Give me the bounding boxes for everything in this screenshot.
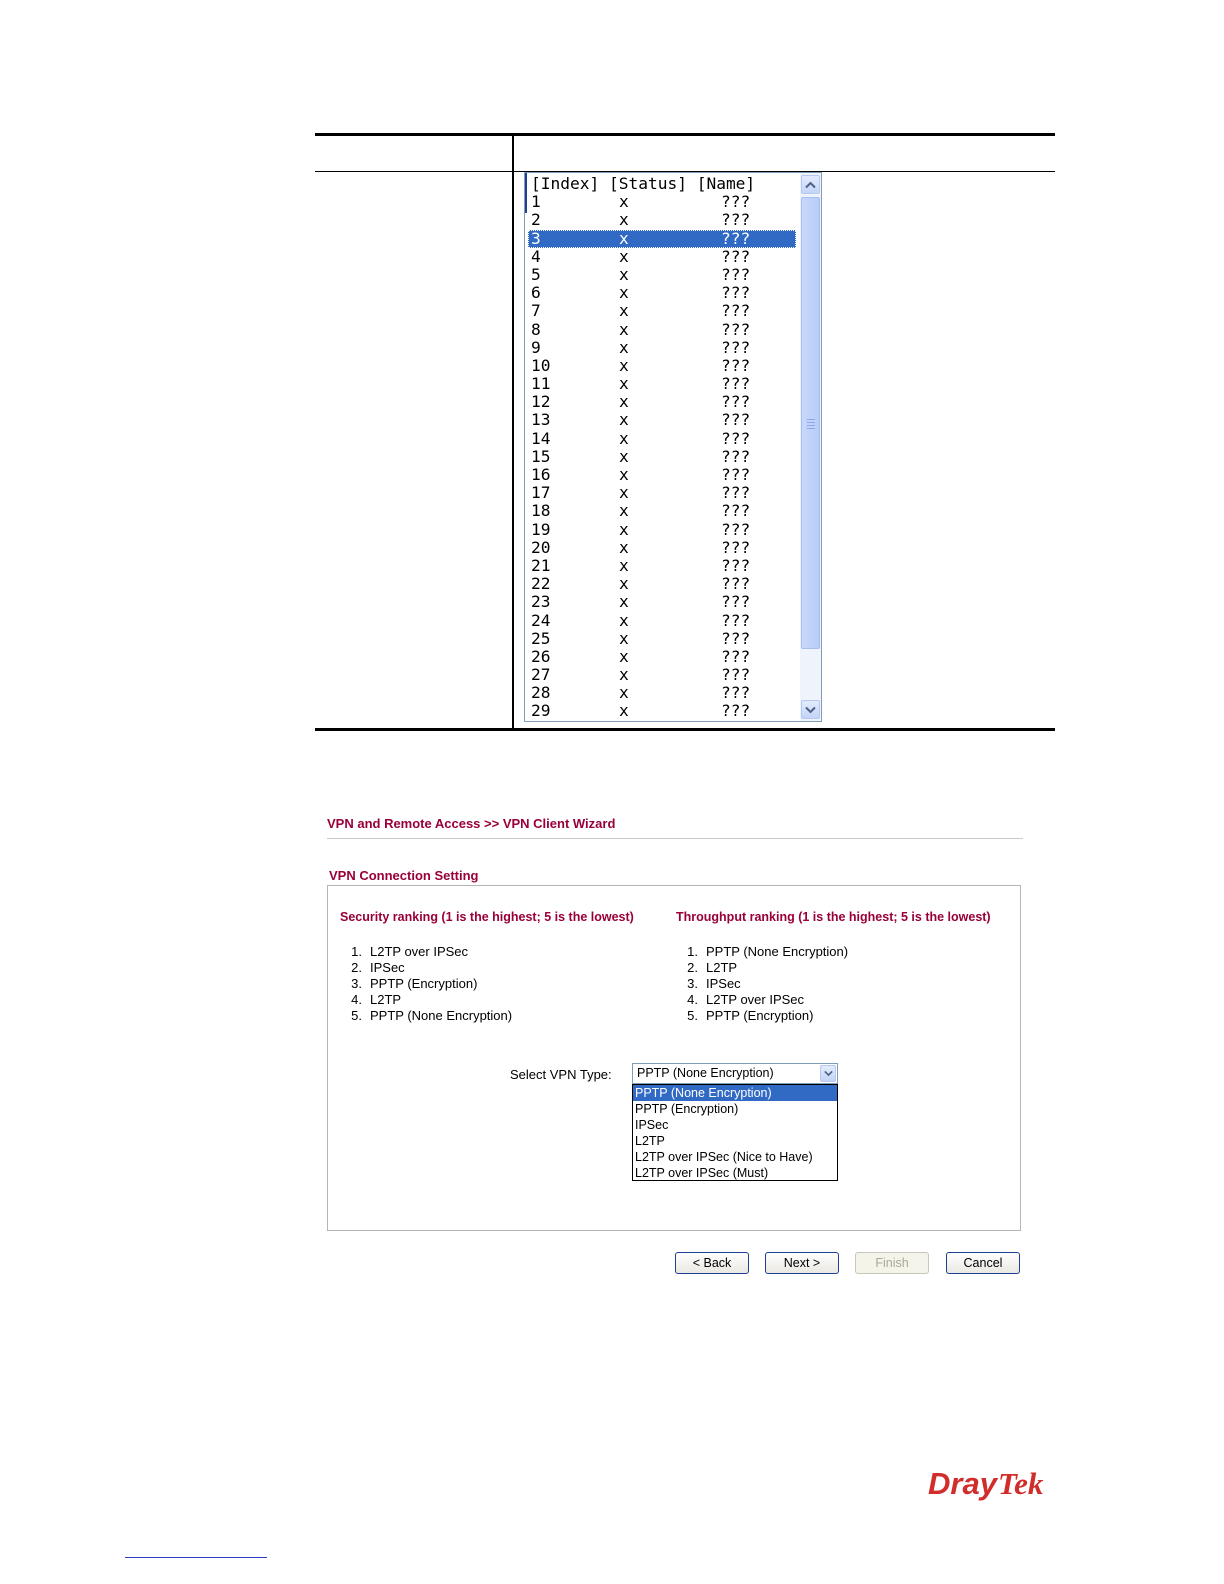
ranking-item bbox=[340, 1008, 512, 1024]
security-ranking-list bbox=[340, 944, 512, 1024]
row-name: ??? bbox=[721, 355, 751, 375]
header-name: [Name] bbox=[696, 174, 756, 193]
throughput-ranking-title: Throughput ranking (1 is the highest; 5 is the lowest) bbox=[676, 910, 991, 924]
listbox-row[interactable] bbox=[528, 666, 796, 684]
ranking-item bbox=[340, 992, 512, 1008]
ranking-label: PPTP (None Encryption) bbox=[370, 1008, 513, 1023]
listbox-row[interactable] bbox=[528, 630, 796, 648]
listbox-rows bbox=[528, 175, 796, 721]
scroll-up-button[interactable] bbox=[801, 175, 820, 194]
row-index: 7 bbox=[531, 301, 541, 321]
ranking-item bbox=[676, 992, 848, 1008]
logo-dray-text: Dray bbox=[928, 1466, 997, 1501]
row-name: ??? bbox=[721, 301, 751, 321]
ranking-number: 3. bbox=[351, 976, 362, 991]
ranking-item bbox=[676, 960, 848, 976]
row-name: ??? bbox=[721, 555, 751, 575]
row-name: ??? bbox=[721, 646, 751, 666]
row-index: 2 bbox=[531, 210, 541, 230]
row-index: 20 bbox=[531, 537, 551, 557]
vpn-type-selected-value: PPTP (None Encryption) bbox=[637, 1066, 774, 1080]
ranking-item bbox=[340, 944, 512, 960]
row-status: x bbox=[619, 301, 629, 321]
thumb-grip bbox=[807, 428, 815, 429]
row-status: x bbox=[619, 555, 629, 575]
row-index: 18 bbox=[531, 501, 551, 521]
row-name: ??? bbox=[721, 683, 751, 703]
listbox-row[interactable] bbox=[528, 357, 796, 375]
listbox-row[interactable] bbox=[528, 211, 796, 229]
row-index: 8 bbox=[531, 319, 541, 339]
vpn-type-option[interactable]: PPTP (None Encryption) bbox=[633, 1085, 837, 1101]
row-status: x bbox=[619, 537, 629, 557]
thumb-grip bbox=[807, 422, 815, 423]
row-index: 19 bbox=[531, 519, 551, 539]
row-index: 29 bbox=[531, 701, 551, 721]
ranking-label: IPSec bbox=[370, 960, 405, 975]
listbox-row[interactable] bbox=[528, 502, 796, 520]
listbox-row[interactable] bbox=[528, 466, 796, 484]
row-name: ??? bbox=[721, 283, 751, 303]
row-index: 11 bbox=[531, 374, 551, 394]
security-ranking-title: Security ranking (1 is the highest; 5 is the lowest) bbox=[340, 910, 634, 924]
row-status: x bbox=[619, 665, 629, 685]
row-name: ??? bbox=[721, 337, 751, 357]
row-index: 23 bbox=[531, 592, 551, 612]
row-name: ??? bbox=[721, 319, 751, 339]
row-index: 24 bbox=[531, 610, 551, 630]
scroll-down-button[interactable] bbox=[801, 700, 820, 719]
row-index: 26 bbox=[531, 646, 551, 666]
row-name: ??? bbox=[721, 483, 751, 503]
throughput-ranking-list bbox=[676, 944, 848, 1024]
listbox-row[interactable] bbox=[528, 557, 796, 575]
vpn-type-option[interactable]: PPTP (Encryption) bbox=[635, 1102, 739, 1116]
row-status: x bbox=[619, 283, 629, 303]
row-index: 25 bbox=[531, 628, 551, 648]
row-index: 5 bbox=[531, 264, 541, 284]
header-status: [Status] bbox=[608, 174, 687, 193]
listbox-row[interactable] bbox=[528, 539, 796, 557]
finish-button[interactable]: Finish bbox=[855, 1252, 929, 1274]
footer-link-underline bbox=[125, 1557, 267, 1558]
thumb-grip bbox=[807, 425, 815, 426]
ranking-number: 5. bbox=[687, 1008, 698, 1023]
listbox-scrollbar[interactable] bbox=[800, 173, 821, 721]
table-bottom-rule bbox=[315, 728, 1055, 731]
row-name: ??? bbox=[721, 537, 751, 557]
profile-listbox[interactable] bbox=[524, 172, 822, 722]
ranking-number: 4. bbox=[687, 992, 698, 1007]
row-status: x bbox=[619, 192, 629, 212]
table-top-rule bbox=[315, 133, 1055, 136]
ranking-number: 1. bbox=[687, 944, 698, 959]
row-index: 28 bbox=[531, 683, 551, 703]
listbox-row[interactable] bbox=[528, 193, 796, 211]
row-index: 10 bbox=[531, 355, 551, 375]
row-index: 4 bbox=[531, 246, 541, 266]
vpn-type-dropdown[interactable] bbox=[632, 1084, 838, 1181]
row-index: 15 bbox=[531, 446, 551, 466]
row-name: ??? bbox=[721, 428, 751, 448]
row-status: x bbox=[619, 701, 629, 721]
listbox-row[interactable] bbox=[528, 230, 796, 248]
listbox-row[interactable] bbox=[528, 575, 796, 593]
row-status: x bbox=[619, 355, 629, 375]
listbox-row[interactable] bbox=[528, 521, 796, 539]
row-status: x bbox=[619, 610, 629, 630]
row-name: ??? bbox=[721, 610, 751, 630]
listbox-row[interactable] bbox=[528, 448, 796, 466]
row-name: ??? bbox=[721, 446, 751, 466]
row-status: x bbox=[619, 592, 629, 612]
scroll-thumb[interactable] bbox=[801, 197, 820, 649]
ranking-item bbox=[340, 976, 512, 992]
ranking-label: L2TP bbox=[370, 992, 402, 1007]
row-status: x bbox=[619, 410, 629, 430]
chevron-down-icon bbox=[824, 1070, 833, 1077]
ranking-number: 3. bbox=[687, 976, 698, 991]
row-name: ??? bbox=[721, 519, 751, 539]
ranking-item bbox=[676, 944, 848, 960]
row-index: 3 bbox=[531, 228, 541, 248]
ranking-number: 2. bbox=[687, 960, 698, 975]
listbox-row[interactable] bbox=[528, 266, 796, 284]
vpn-type-select[interactable] bbox=[632, 1063, 838, 1084]
row-index: 13 bbox=[531, 410, 551, 430]
listbox-row[interactable] bbox=[528, 339, 796, 357]
listbox-focus-edge bbox=[525, 173, 527, 213]
listbox-row[interactable] bbox=[528, 375, 796, 393]
listbox-row[interactable] bbox=[528, 430, 796, 448]
row-status: x bbox=[619, 374, 629, 394]
row-status: x bbox=[619, 337, 629, 357]
row-status: x bbox=[619, 683, 629, 703]
ranking-item bbox=[676, 1008, 848, 1024]
row-index: 9 bbox=[531, 337, 541, 357]
listbox-row[interactable] bbox=[528, 321, 796, 339]
ranking-number: 4. bbox=[351, 992, 362, 1007]
row-name: ??? bbox=[721, 628, 751, 648]
breadcrumb: VPN and Remote Access >> VPN Client Wizard bbox=[327, 816, 616, 831]
row-status: x bbox=[619, 574, 629, 594]
row-index: 17 bbox=[531, 483, 551, 503]
listbox-header bbox=[528, 175, 796, 193]
row-index: 1 bbox=[531, 192, 541, 212]
row-status: x bbox=[619, 465, 629, 484]
listbox-row[interactable] bbox=[528, 248, 796, 266]
vpn-type-option[interactable]: L2TP over IPSec (Nice to Have) bbox=[635, 1150, 813, 1164]
row-name: ??? bbox=[721, 410, 751, 430]
dropdown-arrow-button[interactable] bbox=[820, 1065, 836, 1082]
row-name: ??? bbox=[721, 592, 751, 612]
ranking-item bbox=[676, 976, 848, 992]
chevron-down-icon bbox=[805, 706, 816, 714]
row-index: 27 bbox=[531, 665, 551, 685]
thumb-grip bbox=[807, 419, 815, 420]
row-name: ??? bbox=[721, 374, 751, 394]
row-index: 21 bbox=[531, 555, 551, 575]
row-name: ??? bbox=[721, 392, 751, 412]
listbox-row[interactable] bbox=[528, 684, 796, 702]
ranking-label: PPTP (Encryption) bbox=[706, 1008, 814, 1023]
row-index: 22 bbox=[531, 574, 551, 594]
cancel-button[interactable]: Cancel bbox=[946, 1252, 1020, 1274]
ranking-number: 1. bbox=[351, 944, 362, 959]
draytek-logo bbox=[926, 1462, 1058, 1506]
row-status: x bbox=[619, 210, 629, 230]
row-name: ??? bbox=[721, 465, 751, 484]
vpn-type-option[interactable]: L2TP bbox=[635, 1134, 665, 1148]
listbox-row[interactable] bbox=[528, 484, 796, 502]
ranking-label: L2TP over IPSec bbox=[706, 992, 805, 1007]
row-status: x bbox=[619, 646, 629, 666]
row-status: x bbox=[619, 446, 629, 466]
row-status: x bbox=[619, 264, 629, 284]
row-status: x bbox=[619, 246, 629, 266]
ranking-item bbox=[340, 960, 512, 976]
ranking-label: L2TP over IPSec bbox=[370, 944, 469, 959]
row-name: ??? bbox=[721, 701, 751, 721]
back-button[interactable]: < Back bbox=[675, 1252, 749, 1274]
row-name: ??? bbox=[721, 264, 751, 284]
ranking-label: PPTP (None Encryption) bbox=[706, 944, 849, 959]
ranking-number: 2. bbox=[351, 960, 362, 975]
row-status: x bbox=[619, 519, 629, 539]
next-button[interactable]: Next > bbox=[765, 1252, 839, 1274]
ranking-label: IPSec bbox=[706, 976, 741, 991]
listbox-row[interactable] bbox=[528, 612, 796, 630]
breadcrumb-divider bbox=[327, 838, 1023, 839]
row-index: 14 bbox=[531, 428, 551, 448]
row-name: ??? bbox=[721, 665, 751, 685]
listbox-row[interactable] bbox=[528, 284, 796, 302]
row-index: 6 bbox=[531, 283, 541, 303]
ranking-number: 5. bbox=[351, 1008, 362, 1023]
listbox-row[interactable] bbox=[528, 648, 796, 666]
vpn-type-option[interactable]: IPSec bbox=[635, 1118, 669, 1132]
listbox-row[interactable] bbox=[528, 593, 796, 611]
listbox-row[interactable] bbox=[528, 393, 796, 411]
row-status: x bbox=[619, 501, 629, 521]
row-index: 12 bbox=[531, 392, 551, 412]
row-name: ??? bbox=[721, 246, 751, 266]
row-name: ??? bbox=[721, 228, 751, 248]
row-name: ??? bbox=[721, 574, 751, 594]
listbox-row[interactable] bbox=[528, 411, 796, 429]
chevron-up-icon bbox=[805, 181, 816, 189]
row-status: x bbox=[619, 628, 629, 648]
ranking-label: L2TP bbox=[706, 960, 738, 975]
row-name: ??? bbox=[721, 192, 751, 212]
section-title: VPN Connection Setting bbox=[329, 868, 479, 883]
listbox-row[interactable] bbox=[528, 702, 796, 720]
row-status: x bbox=[619, 483, 629, 503]
row-index: 16 bbox=[531, 465, 551, 484]
ranking-label: PPTP (Encryption) bbox=[370, 976, 478, 991]
table-column-divider bbox=[512, 134, 514, 730]
logo-tek-text: Tek bbox=[998, 1466, 1044, 1501]
row-name: ??? bbox=[721, 210, 751, 230]
listbox-row[interactable] bbox=[528, 302, 796, 320]
vpn-type-option[interactable]: L2TP over IPSec (Must) bbox=[635, 1166, 769, 1180]
vpn-type-label: Select VPN Type: bbox=[510, 1067, 612, 1082]
row-status: x bbox=[619, 228, 629, 248]
row-status: x bbox=[619, 428, 629, 448]
header-index: [Index] bbox=[531, 174, 600, 193]
row-status: x bbox=[619, 319, 629, 339]
row-name: ??? bbox=[721, 501, 751, 521]
row-status: x bbox=[619, 392, 629, 412]
